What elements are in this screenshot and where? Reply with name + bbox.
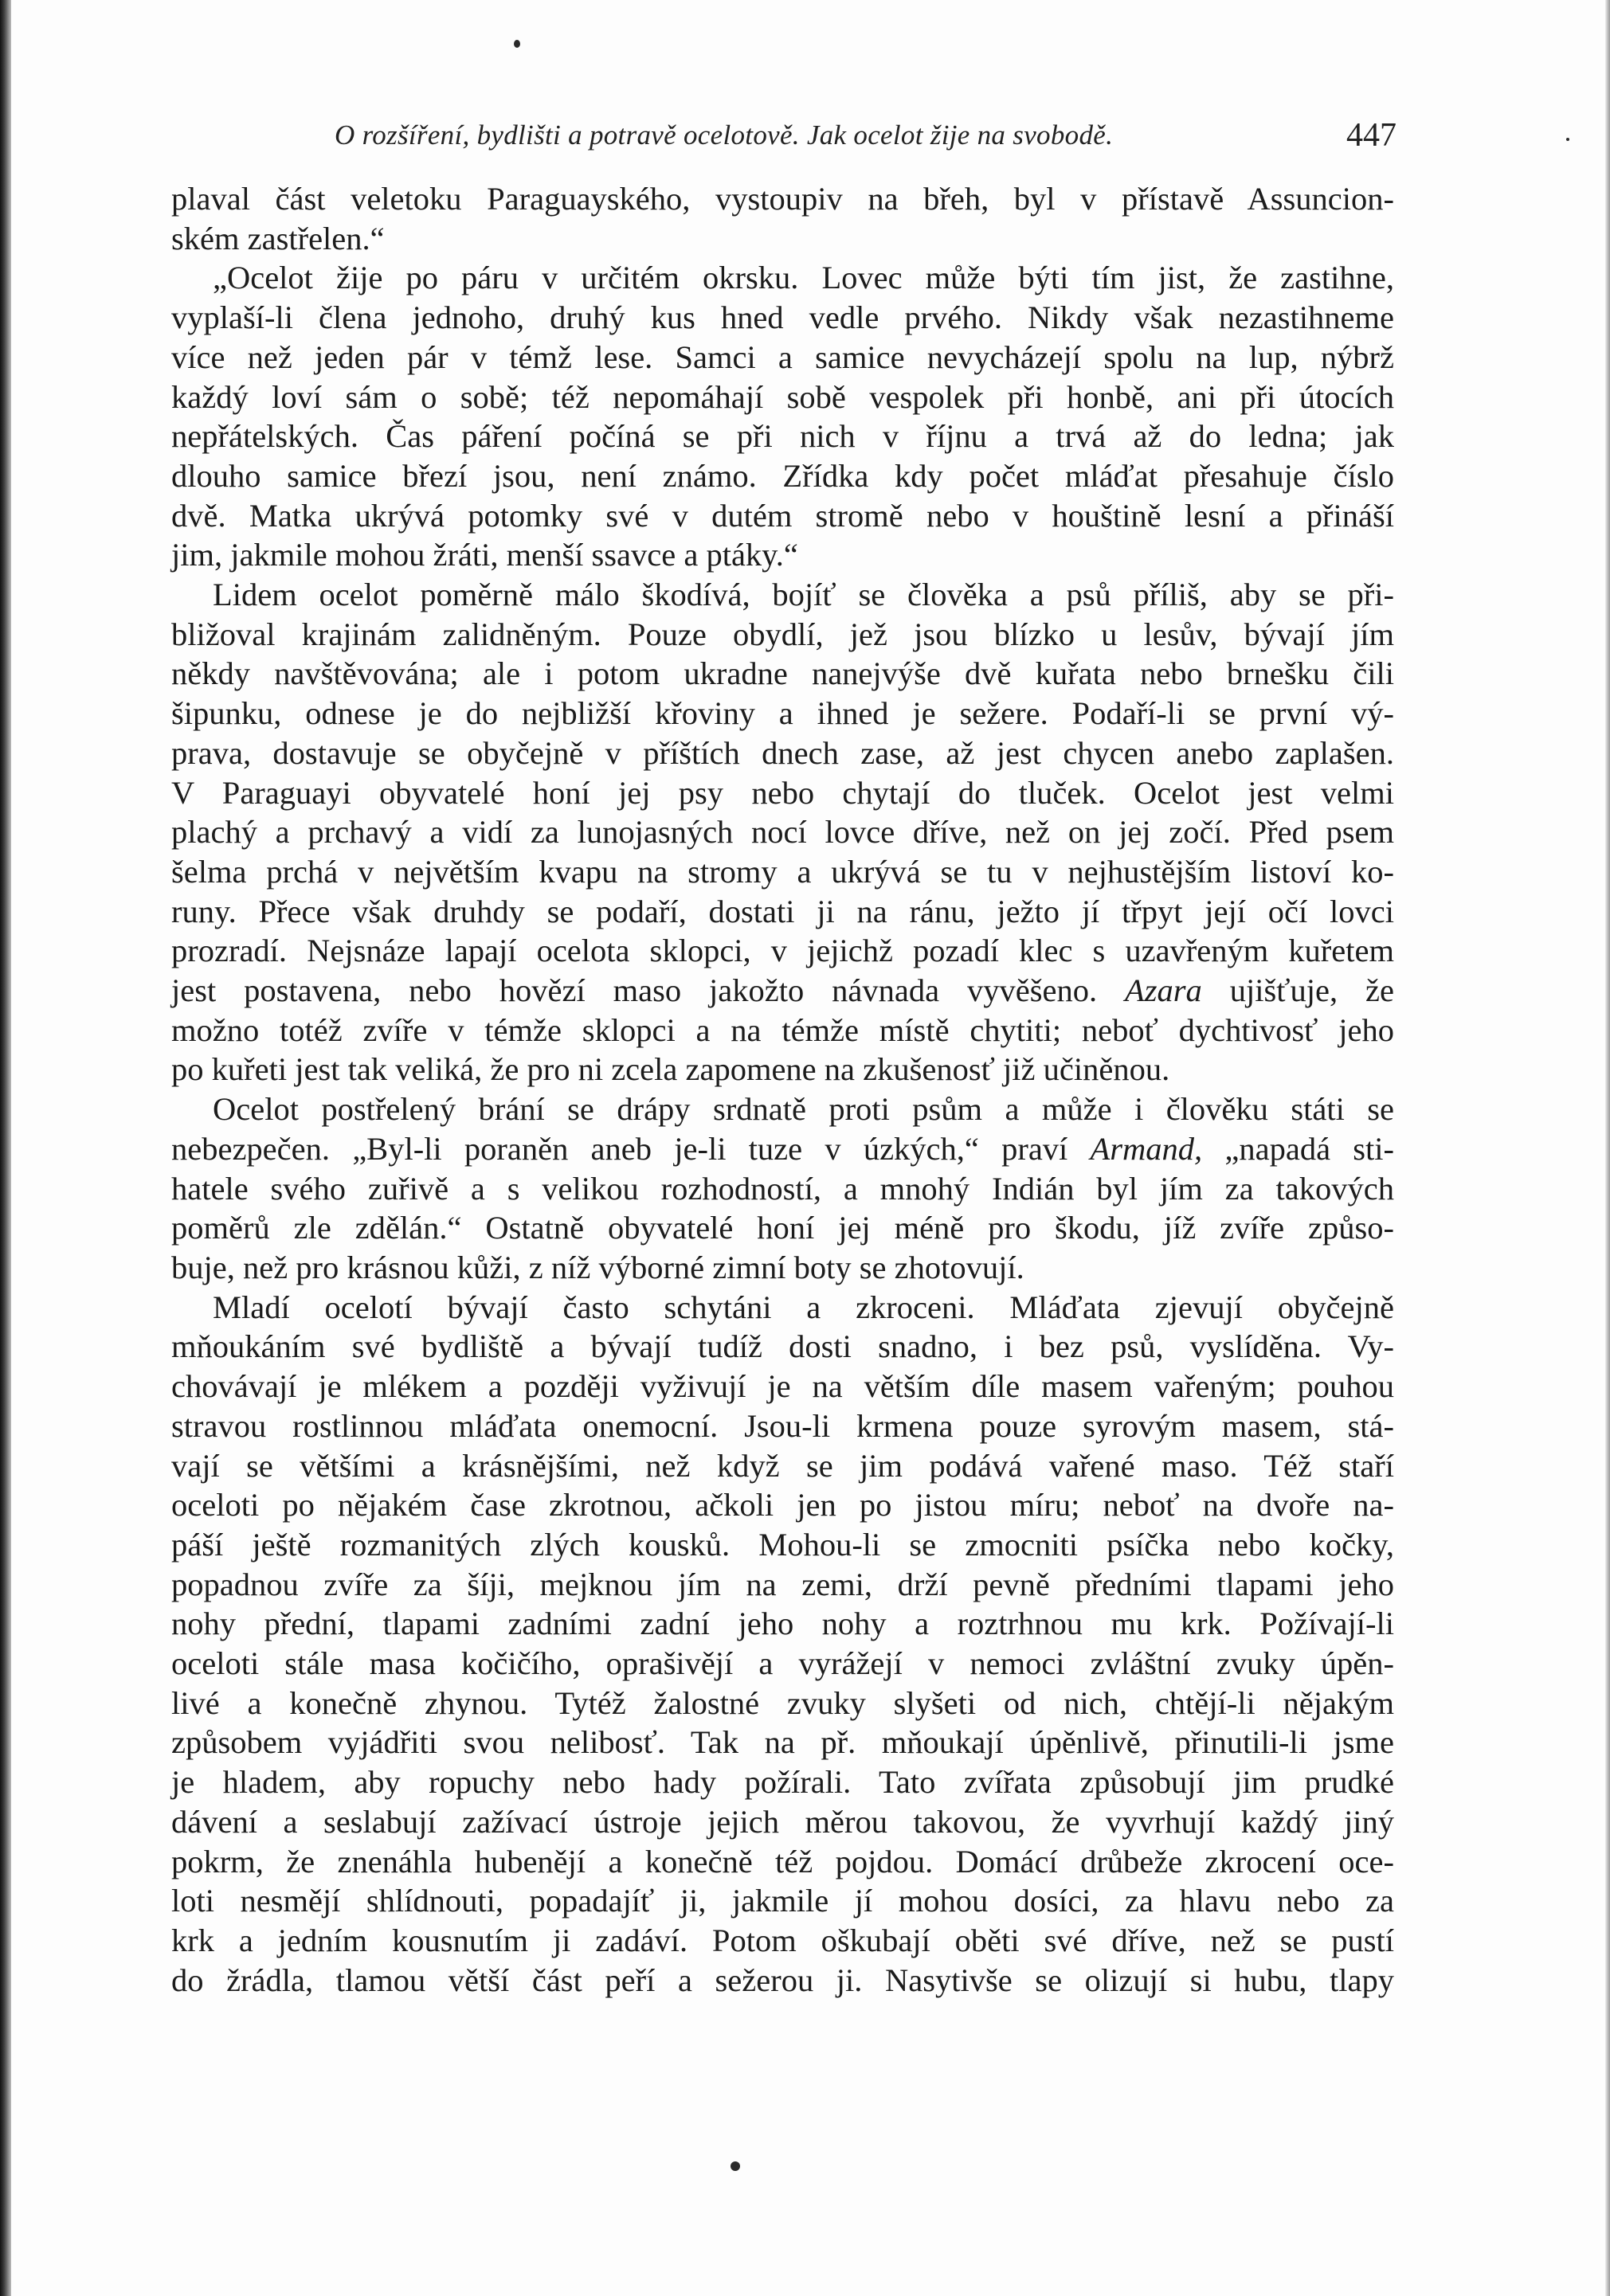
text-line: prava, dostavuje se obyčejně v příštích dnech zase, až jest chycen anebo zaplašen. [171, 734, 1394, 771]
text-line: nepřátelských. Čas páření počíná se při nich v říjnu a trvá až do ledna; jak [171, 418, 1394, 455]
text-line: vají se většími a krásnějšími, než když se jim podává vařené maso. Též staří [171, 1447, 1394, 1484]
text-line: chovávají je mlékem a později vyživují je na větším díle masem vařeným; pouhou [171, 1368, 1394, 1405]
ink-speck-right [1566, 138, 1569, 141]
running-head: O rozšíření, bydlišti a potravě ocelotově. Jak ocelot žije na svobodě. [335, 119, 1114, 151]
text-line: oceloti po nějakém čase zkrotnou, ačkoli jen po jistou míru; neboť na dvoře na- [171, 1487, 1394, 1523]
text-line: stravou rostlinnou mláďata onemocní. Jsou-li krmena pouze syrovým masem, stá- [171, 1407, 1394, 1444]
text-line: mňoukáním své bydliště a bývají tudíž dosti snadno, i bez psů, vyslíděna. Vy- [171, 1328, 1394, 1365]
text-line: krk a jedním kousnutím ji zadáví. Potom oškubají oběti své dříve, než se pustí [171, 1922, 1394, 1958]
text-line: ském zastřelen.“ [171, 220, 385, 256]
text-line: dlouho samice březí jsou, není známo. Zřídka kdy počet mláďat přesahuje číslo [171, 457, 1394, 494]
text-line: „Ocelot žije po páru v určitém okrsku. Lovec může býti tím jist, že zastihne, [213, 260, 1394, 296]
text-line: poměrů zle zdělán.“ Ostatně obyvatelé honí jej méně pro škodu, jíž zvíře způso- [171, 1210, 1394, 1246]
text-line: livé a konečně zhynou. Tytéž žalostné zvuky slyšeti od nich, chtějí-li nějakým [171, 1684, 1394, 1721]
ink-speck-top [514, 40, 520, 48]
text-line: pokrm, že znenáhla hubenějí a konečně též pojdou. Domácí drůbeže zkrocení oce- [171, 1843, 1394, 1879]
text-line: nohy přední, tlapami zadními zadní jeho nohy a roztrhnou mu krk. Požívají-li [171, 1606, 1394, 1642]
text-line: prozradí. Nejsnáze lapají ocelota sklopci, v jejichž pozadí klec s uzavřeným kuřetem [171, 933, 1394, 969]
text-line: runy. Přece však druhdy se podaří, dostati ji na ránu, ježto jí třpyt její očí lovci [171, 893, 1394, 929]
text-line: po kuřeti jest tak veliká, že pro ni zcela zapomene na zkušenosť již učiněnou. [171, 1051, 1170, 1088]
body-text [171, 179, 1394, 2000]
text-line: dávení a seslabují zažívací ústroje jejich měrou takovou, že vyvrhují každý jiný [171, 1803, 1394, 1840]
text-line: možno totéž zvíře v témže sklopci a na témže místě chytiti; neboť dychtivosť jeho [171, 1011, 1394, 1048]
text-line: vyplaší-li člena jednoho, druhý kus hned vedle prvého. Nikdy však nezastihneme [171, 299, 1394, 336]
text-line: šipunku, odnese je do nejbližší křoviny a ihned je sežere. Podaří-li se první vý- [171, 695, 1394, 732]
text-line: páší ještě rozmanitých zlých kousků. Mohou-li se zmocniti psíčka nebo kočky, [171, 1526, 1394, 1563]
text-line-with-citation: nebezpečen. „Byl-li poraněn aneb je-li tuze v úzkých,“ praví Armand, „napadá sti- [171, 1130, 1395, 1167]
text-line: buje, než pro krásnou kůži, z níž výborné zimní boty se zhotovují. [171, 1249, 1024, 1285]
text-line: V Paraguayi obyvatelé honí jej psy nebo chytají do tluček. Ocelot jest velmi [171, 774, 1394, 811]
text-line: více než jeden pár v témž lese. Samci a samice nevycházejí spolu na lup, nýbrž [171, 338, 1394, 375]
text-line: Ocelot postřelený brání se drápy srdnatě proti psům a může i člověku státi se [213, 1091, 1394, 1128]
text-line-with-citation: jest postavena, nebo hovězí maso jakožto návnada vyvěšeno. Azara ujišťuje, že [171, 972, 1395, 1009]
text-line: do žrádla, tlamou větší část peří a sežerou ji. Nasytivše se olizují si hubu, tlapy [171, 1962, 1394, 1998]
text-line: plachý a prchavý a vidí za lunojasných nocí lovce dříve, než on jej zočí. Před psem [171, 814, 1394, 851]
text-line: Lidem ocelot poměrně málo škodívá, bojíť se člověka a psů příliš, aby se při- [213, 577, 1394, 613]
text-line: je hladem, aby ropuchy nebo hady požírali. Tato zvířata způsobují jim prudké [171, 1764, 1394, 1801]
text-line: loti nesmějí shlídnouti, popadajíť ji, jakmile jí mohou dosíci, za hlavu nebo za [171, 1883, 1394, 1919]
cited-author-armand: Armand, [1090, 1130, 1203, 1167]
text-line: hatele svého zuřivě a s velikou rozhodností, a mnohý Indián byl jím za takových [171, 1170, 1394, 1207]
text-line: způsobem vyjádřiti svou nelibosť. Tak na př. mňoukají úpěnlivě, přinutili-li jsme [171, 1724, 1394, 1761]
text-line: bližoval krajinám zalidněným. Pouze obydlí, jež jsou blízko u lesův, bývají jím [171, 616, 1394, 652]
text-line: šelma prchá v největším kvapu na stromy a ukrývá se tu v nejhustějším listoví ko- [171, 853, 1394, 890]
text-line: dvě. Matka ukrývá potomky své v dutém stromě nebo v houštině lesní a přináší [171, 497, 1394, 534]
cited-author-azara: Azara [1125, 972, 1202, 1009]
text-line: plaval část veletoku Paraguayského, vystoupiv na břeh, byl v přístavě Assuncion- [171, 181, 1394, 217]
page-number: 447 [1346, 117, 1397, 154]
text-line: popadnou zvíře za šíji, mejknou jím na zemi, drží pevně předními tlapami jeho [171, 1566, 1394, 1602]
text-line: oceloti stále masa kočičího, oprašivějí a vyrážejí v nemoci zvláštní zvuky úpěn- [171, 1645, 1394, 1682]
scan-binding-edge [0, 0, 11, 2296]
text-line: někdy navštěvována; ale i potom ukradne nanejvýše dvě kuřata nebo brnešku čili [171, 655, 1394, 692]
text-line: každý loví sám o sobě; též nepomáhají sobě vespolek při honbě, ani při útocích [171, 378, 1394, 415]
text-line: jim, jakmile mohou žráti, menší ssavce a ptáky.“ [171, 537, 798, 573]
scan-right-edge [1605, 0, 1610, 2296]
text-line: Mladí ocelotí bývají často schytáni a zkroceni. Mláďata zjevují obyčejně [213, 1289, 1394, 1325]
ink-speck-bottom [731, 2161, 740, 2171]
